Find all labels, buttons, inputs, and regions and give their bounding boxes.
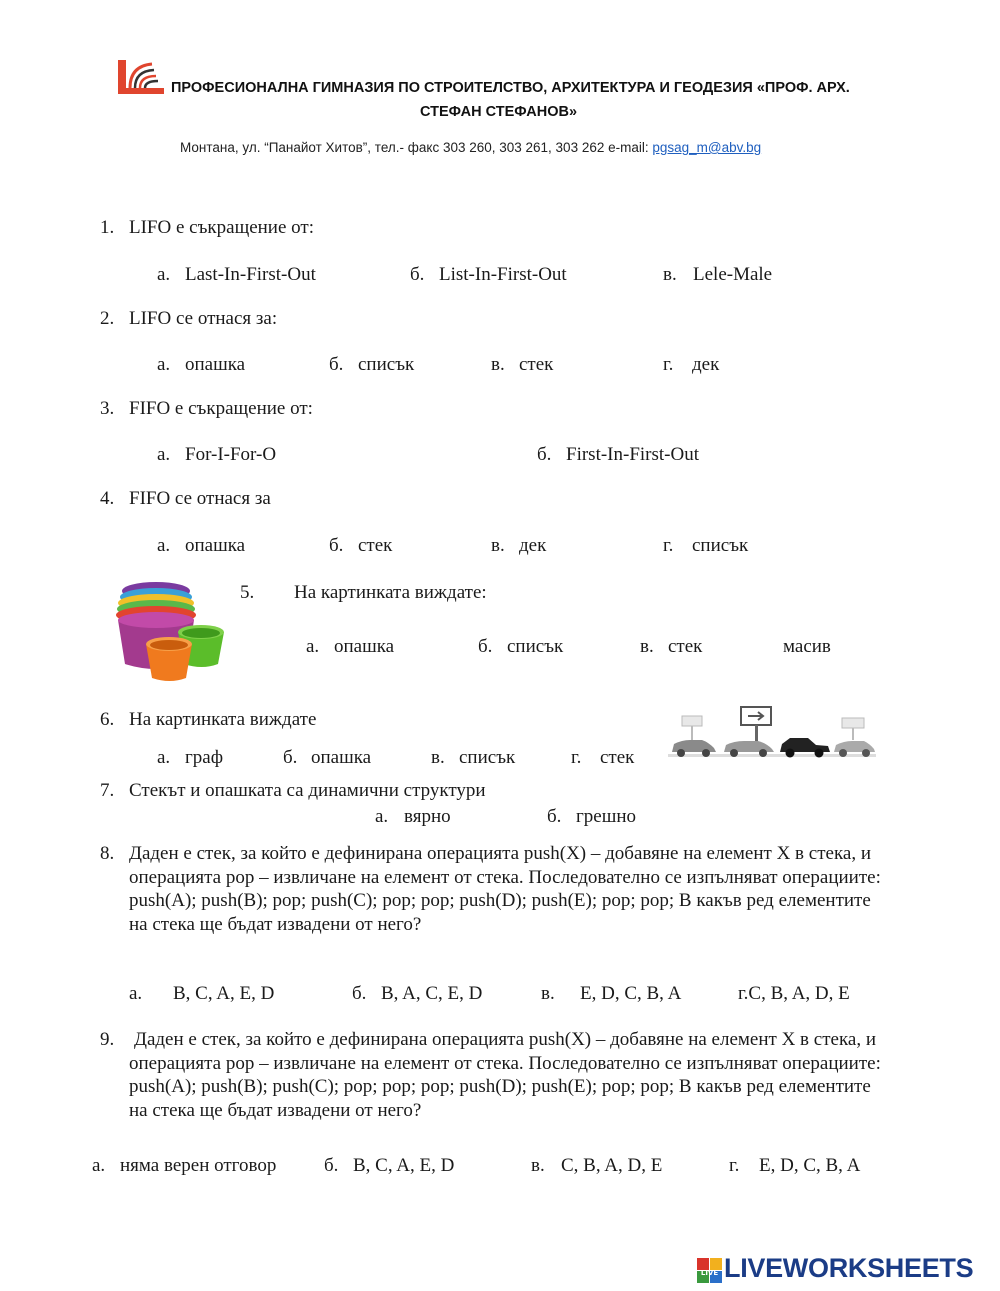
school-logo (116, 58, 168, 98)
q1-option-b[interactable]: б. List-In-First-Out (410, 264, 567, 285)
q2-option-b[interactable]: б. списък (329, 354, 415, 375)
school-name-line1: ПРОФЕСИОНАЛНА ГИМНАЗИЯ ПО СТРОИТЕЛСТВО, АРХИТЕКТУРА И ГЕОДЕЗИЯ «ПРОФ. АРХ. (171, 80, 850, 96)
q5-option-a[interactable]: а. опашка (306, 636, 395, 657)
email-link[interactable]: pgsag_m@abv.bg (652, 140, 762, 155)
question-7: 7. Стекът и опашката са динамични структури (100, 780, 486, 801)
q9-option-d[interactable]: г. E, D, C, B, A (729, 1155, 861, 1176)
q5-option-c[interactable]: в. стек (640, 636, 703, 657)
question-9-text: Даден е стек, за който е дефинирана операцията push(X) – добавяне на елемент X в стека, и операцията pop – извличане на елемент от стека. Последователно се изпълняват операциите: push(A); push(B); push(C); pop; pop; pop; push(D); push(E); pop; pop; В какъв ред елементите на стека ще бъдат извадени от него? (129, 1029, 881, 1121)
question-4: 4. FIFO се отнася за (100, 488, 271, 509)
q3-option-a[interactable]: а. For-I-For-O (157, 444, 277, 465)
q8-option-c[interactable]: в. E, D, C, B, A (541, 983, 682, 1004)
logo-letters: LIVE (700, 1269, 719, 1277)
cars-queue-image (668, 704, 876, 764)
q8-option-b[interactable]: б. B, A, C, E, D (352, 983, 483, 1004)
question-9-number: 9. (100, 1029, 115, 1050)
q6-option-d[interactable]: г. стек (571, 747, 635, 768)
q8-option-a[interactable]: а. B, C, A, E, D (129, 983, 275, 1004)
q2-option-d[interactable]: г. дек (663, 354, 720, 375)
q9-option-c[interactable]: в. C, B, A, D, E (531, 1155, 663, 1176)
stacking-cups-image (114, 578, 228, 684)
question-3: 3. FIFO е съкращение от: (100, 398, 313, 419)
q6-option-a[interactable]: а. граф (157, 747, 224, 768)
q5-option-d[interactable]: масив (783, 636, 831, 657)
question-8-number: 8. (100, 843, 115, 864)
liveworksheets-brand: LIVEWORKSHEETS (724, 1253, 974, 1283)
q7-option-a[interactable]: а. вярно (375, 806, 451, 827)
question-1: 1. LIFO е съкращение от: (100, 217, 314, 238)
q8-option-d[interactable]: г.C, B, A, D, E (738, 983, 850, 1004)
question-5: 5. На картинката виждате: (240, 582, 487, 603)
q6-option-c[interactable]: в. списък (431, 747, 516, 768)
q4-option-d[interactable]: г. списък (663, 535, 749, 556)
question-6: 6. На картинката виждате (100, 709, 317, 730)
q7-option-b[interactable]: б. грешно (547, 806, 637, 827)
school-address: Монтана, ул. “Панайот Хитов”, тел.- факс 303 260, 303 261, 303 262 e-mail: pgsag_m@abv.bg (180, 140, 762, 155)
q2-option-c[interactable]: в. стек (491, 354, 554, 375)
q9-option-b[interactable]: б. B, C, A, E, D (324, 1155, 455, 1176)
question-2: 2. LIFO се отнася за: (100, 308, 278, 329)
liveworksheets-logo-icon (697, 1258, 723, 1284)
q2-option-a[interactable]: а. опашка (157, 354, 246, 375)
q4-option-c[interactable]: в. дек (491, 535, 547, 556)
q1-option-a[interactable]: а. Last-In-First-Out (157, 264, 316, 285)
q9-option-a[interactable]: а. няма верен отговор (92, 1155, 277, 1176)
question-8-text: Даден е стек, за който е дефинирана операцията push(X) – добавяне на елемент X в стека, и операцията pop – извличане на елемент от стека. Последователно се изпълняват операциите: push(A); push(B); pop; push(C); pop; pop; push(D); push(E); pop; pop; В какъв ред елементите на стека ще бъдат извадени от него? (129, 843, 881, 935)
q4-option-a[interactable]: а. опашка (157, 535, 246, 556)
q6-option-b[interactable]: б. опашка (283, 747, 372, 768)
school-name-line2: СТЕФАН СТЕФАНОВ» (420, 104, 578, 120)
q1-option-c[interactable]: в. Lele-Male (663, 264, 773, 285)
q4-option-b[interactable]: б. стек (329, 535, 393, 556)
q3-option-b[interactable]: б. First-In-First-Out (537, 444, 699, 465)
q5-option-b[interactable]: б. списък (478, 636, 564, 657)
